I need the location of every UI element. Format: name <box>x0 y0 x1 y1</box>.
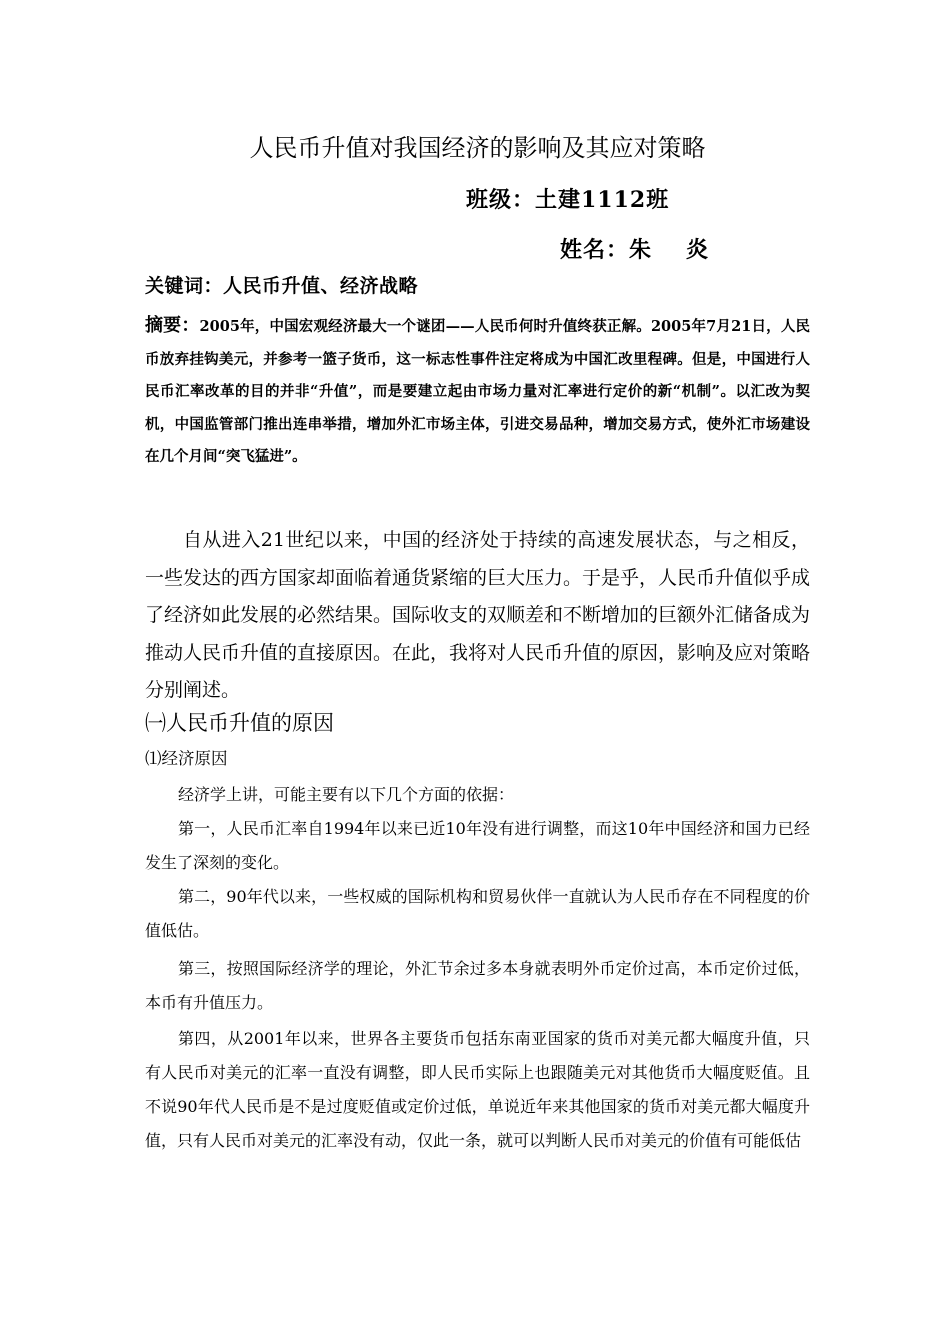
document-title: 人民币升值对我国经济的影响及其应对策略 <box>249 134 706 162</box>
author-name <box>560 234 709 266</box>
author-name-first: 姓名：朱 <box>560 237 653 263</box>
author-name-last: 炎 <box>686 237 710 263</box>
body-paragraph-4: 第四，从2001年以来，世界各主要货币包括东南亚国家的货币对美元都大幅度升值，只有人民币对美元的汇率一直没有调整，即人民币实际上也跟随美元对其他货币大幅度贬值。且不说90年代人民币是不是过度贬值或定价过低，单说近年来其他国家的货币对美元都大幅度升值，只有人民币对美元的汇率没有动，仅此一条，就可以判断人民币对美元的价值有可能低估 <box>145 1029 810 1150</box>
body-paragraph-2: 第二，90年代以来，一些权威的国际机构和贸易伙伴一直就认为人民币存在不同程度的价值低估。 <box>145 887 810 940</box>
body-paragraph-1: 第一，人民币汇率自1994年以来已近10年没有进行调整，而这10年中国经济和国力已经发生了深刻的变化。 <box>145 819 810 872</box>
section-heading: ㈠人民币升值的原因 <box>145 711 334 735</box>
abstract <box>145 310 810 474</box>
keywords: 关键词：人民币升值、经济战略 <box>145 275 419 297</box>
sub-heading: ⑴经济原因 <box>145 749 228 768</box>
abstract-text: 2005年，中国宏观经济最大一个谜团——人民币何时升值终获正解。2005年7月21日，人民币放弃挂钩美元，并参考一篮子货币，这一标志性事件注定将成为中国汇改里程碑。但是，中国进行人民币汇率改革的目的并非“升值”，而是要建立起由市场力量对汇率进行定价的新“机制”。以汇改为契机，中国监管部门推出连串举措，增加外汇市场主体，引进交易品种，增加交易方式，使外汇市场建设在几个月间“突飞猛进”。 <box>145 318 811 465</box>
intro-paragraph: 自从进入21世纪以来，中国的经济处于持续的高速发展状态，与之相反，一些发达的西方国家却面临着通货紧缩的巨大压力。于是乎，人民币升值似乎成了经济如此发展的必然结果。国际收支的双顺差和不断增加的巨额外汇储备成为推动人民币升值的直接原因。在此，我将对人民币升值的原因，影响及应对策略分别阐述。 <box>145 529 811 701</box>
body-paragraph-3: 第三，按照国际经济学的理论，外汇节余过多本身就表明外币定价过高，本币定价过低，本币有升值压力。 <box>145 959 810 1012</box>
body-paragraph-intro: 经济学上讲，可能主要有以下几个方面的依据： <box>178 785 515 804</box>
class-label: 班级：土建1112班 <box>466 187 670 213</box>
abstract-label: 摘要： <box>145 315 200 336</box>
